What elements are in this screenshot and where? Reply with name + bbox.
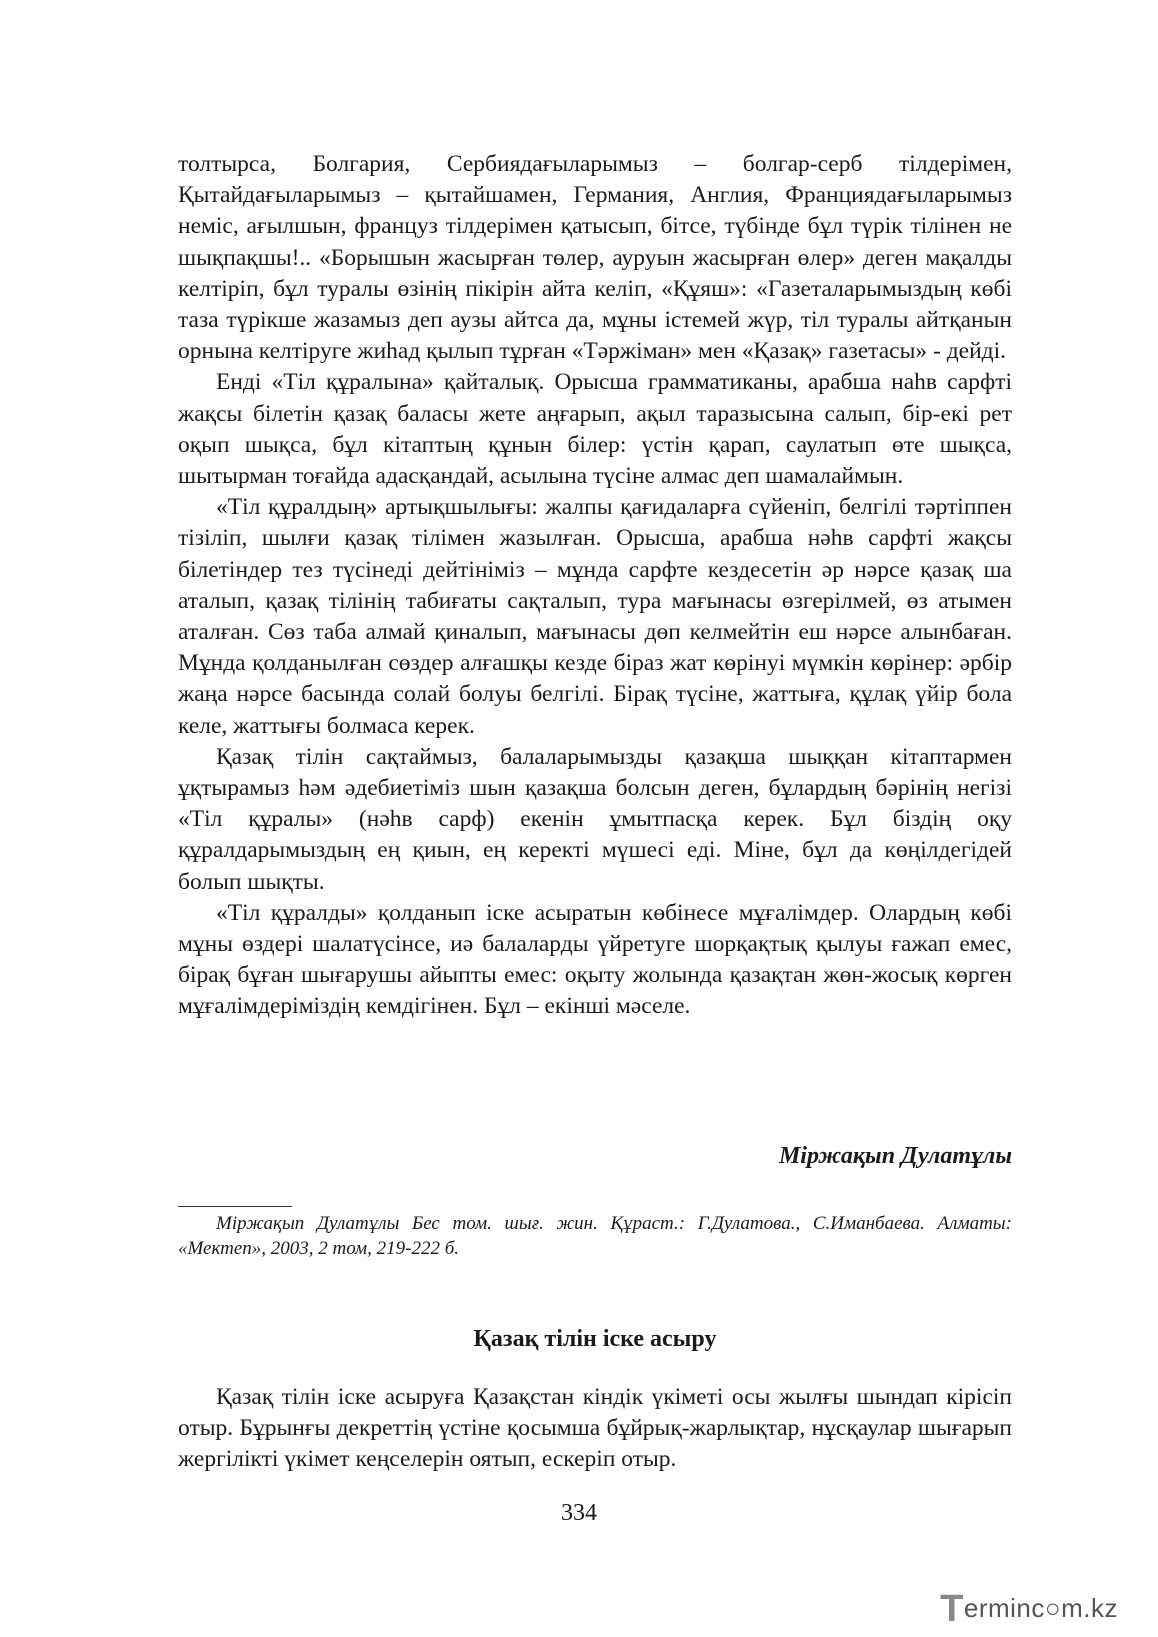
site-watermark <box>940 1588 1118 1631</box>
article-body <box>178 149 1012 1023</box>
watermark-logo-letter: T <box>940 1588 964 1630</box>
watermark-ring: ○ <box>1044 1593 1062 1623</box>
article-paragraph: «Тіл құралды» қолданып іске асыратын көбінесе мұғалімдер. Олардың көбі мұны өздері шалатүсінсе, иә балаларды үйретуге шорқақтық қылуы ғажап емес, бірақ бұған шығарушы айыпты емес: оқыту жолында қазақтан жөн-жосық көрген мұғалімдеріміздің кемдігінен. Бұл – екінші мәселе. <box>178 899 1012 1020</box>
section-heading: Қазақ тілін іске асыру <box>473 1326 717 1352</box>
footnote-divider <box>178 1206 292 1207</box>
article-paragraph: толтырса, Болгария, Сербиядағыларымыз – болгар-серб тілдерімен, Қытайдағыларымыз – қытайшамен, Германия, Англия, Франциядағыларымыз неміс, ағылшын, француз тілдерімен қатысып, бітсе, түбінде бұл түрік тілінен не шықпақшы!.. «Борышын жасырған төлер, ауруын жасырған өлер» деген мақалды келтіріп, бұл туралы өзінің пікірін айта келіп, «Құяш»: «Газеталарымыздың көбі таза түрікше жазамыз деп аузы айтса да, мұны істемей жүр, тіл туралы айтқанын орнына келтіруге жиһад қылып тұрған «Тәржіман» мен «Қазақ» газетасы» - дейді. <box>178 151 1012 365</box>
article-paragraph: Қазақ тілін сақтаймыз, балаларымызды қазақша шыққан кітаптармен ұқтырамыз һәм әдебиетіміз шын қазақша болсын деген, бұлардың бәрінің негізі «Тіл құралы» (нәһв сарф) екенін ұмытпасқа керек. Бұл біздің оқу құралдарымыздың ең қиын, ең керекті мүшесі еді. Міне, бұл да көңілдегідей болып шықты. <box>178 743 1012 895</box>
author-signature: Міржақып Дулатұлы <box>778 1143 1012 1169</box>
watermark-text: erminc <box>963 1593 1045 1623</box>
section-paragraph: Қазақ тілін іске асыруға Қазақстан кіндік үкіметі осы жылғы шындап кірісіп отыр. Бұрынғы декреттің үстіне қосымша бұйрық-жарлықтар, нұсқаулар шығарып жергілікті үкімет кеңселерін оятып, ескеріп отыр. <box>178 1384 1012 1473</box>
watermark-suffix: m.kz <box>1061 1593 1118 1623</box>
section-body <box>178 1382 1012 1476</box>
footnote: Міржақып Дулатұлы Бес том. шығ. жин. Құраст.: Г.Дулатова., С.Иманбаева. Алматы: «Мектеп», 2003, 2 том, 219-222 б. <box>178 1213 1012 1259</box>
article-paragraph: Енді «Тіл құралына» қайталық. Орысша грамматиканы, арабша наһв сарфті жақсы білетін қазақ баласы жете аңғарып, ақыл таразысына салып, бір-екі рет оқып шықса, бұл кітаптың құнын білер: үстін қарап, саулатып өте шықса, шытырман тоғайда адасқандай, асылына түсіне алмас деп шамалаймын. <box>178 369 1012 490</box>
page-number: 334 <box>561 1500 597 1526</box>
article-paragraph: «Тіл құралдың» артықшылығы: жалпы қағидаларға сүйеніп, белгілі тәртіппен тізіліп, шылғи қазақ тілімен жазылған. Орысша, арабша нәһв сарфті жақсы білетіндер тез түсінеді дейтініміз – мұнда сарфте кездесетін әр нәрсе қазақ ша аталып, қазақ тілінің табиғаты сақталып, тура мағынасы өзгерілмей, өз атымен аталған. Сөз таба алмай қиналып, мағынасы дөп келмейтін еш нәрсе алынбаған. Мұнда қолданылған сөздер алғашқы кезде біраз жат көрінуі мүмкін көрінер: әрбір жаңа нәрсе басында солай болуы белгілі. Бірақ түсіне, жаттыға, құлақ үйір бола келе, жаттығы болмаса керек. <box>178 494 1012 739</box>
